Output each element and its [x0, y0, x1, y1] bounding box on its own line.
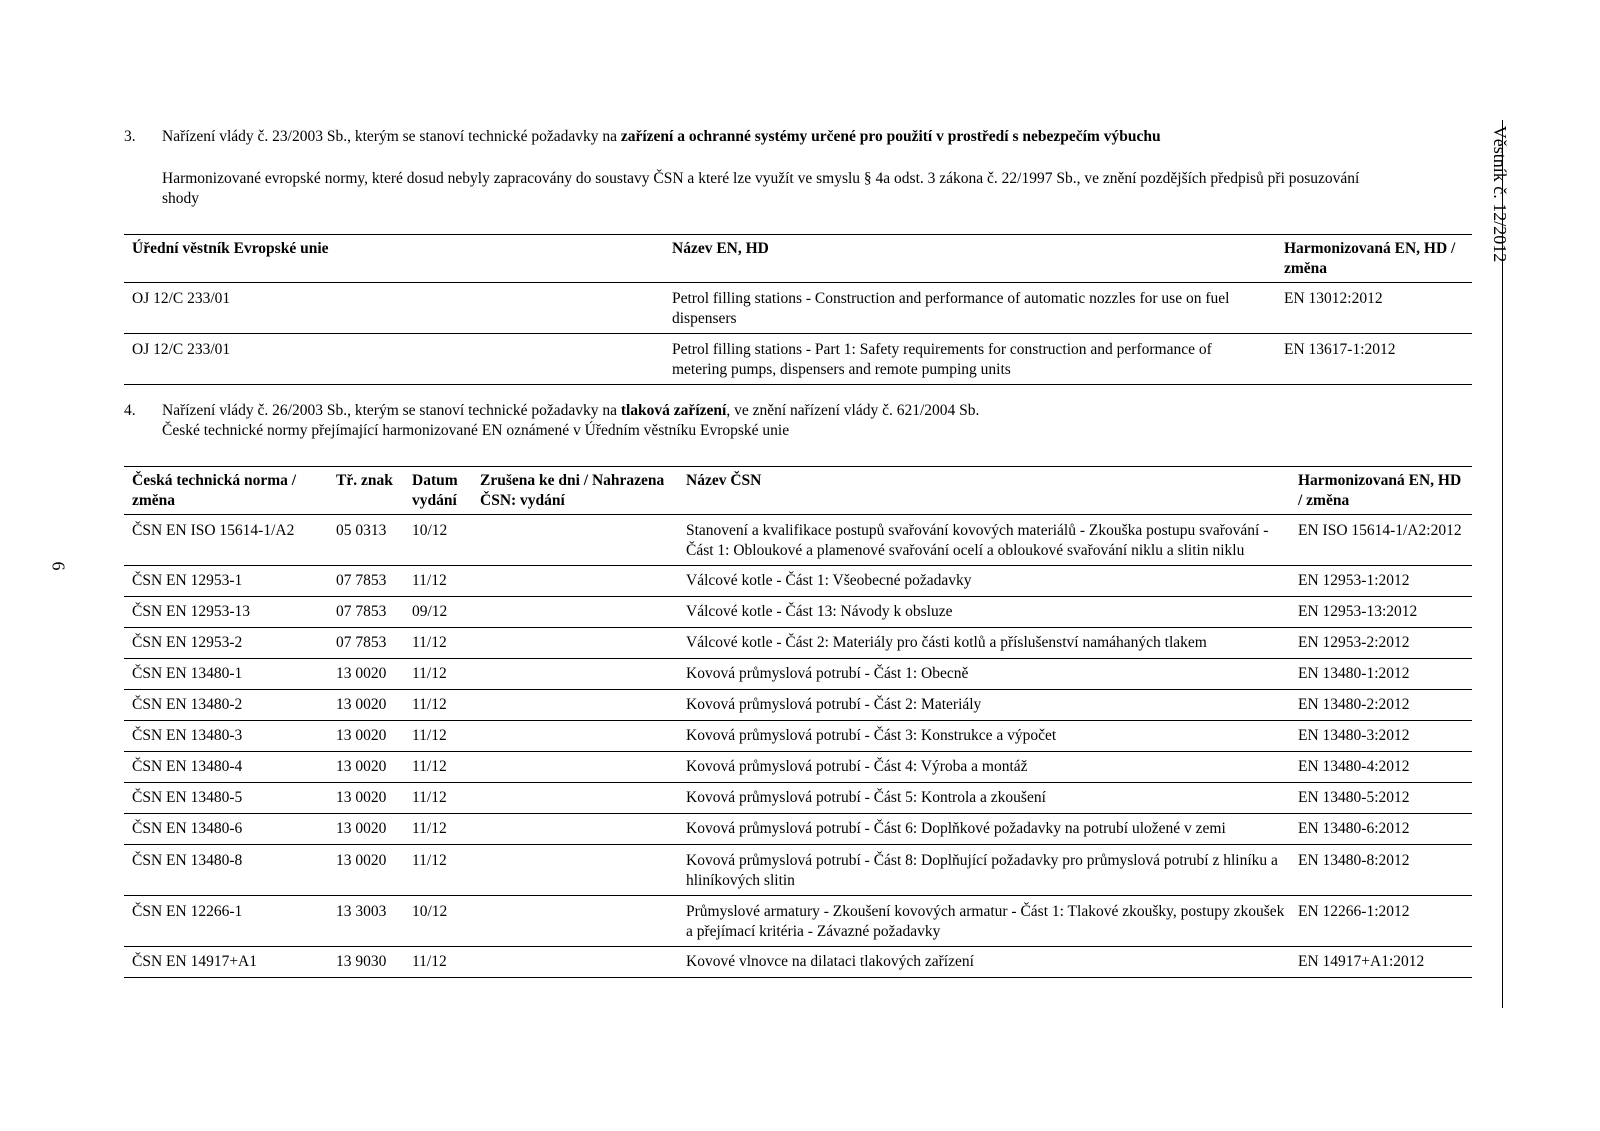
cell-standard: ČSN EN 12953-2 — [132, 634, 243, 651]
cell-title: Kovová průmyslová potrubí - Část 8: Doplňující požadavky pro průmyslová potrubí z hliníku a hliníkových slitin — [686, 852, 1278, 889]
cell-harmonized: EN 13617-1:2012 — [1284, 341, 1396, 358]
section-3-text-prefix: Nařízení vlády č. 23/2003 Sb., kterým se stanoví technické požadavky na — [162, 128, 621, 145]
cell-standard: ČSN EN 12953-13 — [132, 603, 250, 620]
cell-harmonized: EN 12953-2:2012 — [1298, 634, 1410, 651]
cell-class: 13 0020 — [336, 758, 387, 775]
section-3-subtitle: Harmonizované evropské normy, které dosud nebyly zapracovány do soustavy ČSN a které lze využít ve smyslu § 4a odst. 3 zákona č. 22/1997 Sb., ve znění pozdějších předpisů při posuzování shody — [162, 170, 1360, 207]
cell-harmonized: EN 13480-2:2012 — [1298, 696, 1410, 713]
table-row — [124, 283, 1472, 334]
cell-standard: ČSN EN 12266-1 — [132, 903, 243, 920]
section-4-text-bold: tlaková zařízení — [620, 402, 727, 419]
cell-standard: ČSN EN ISO 15614-1/A2 — [132, 522, 295, 539]
cell-cancelled — [472, 566, 678, 597]
column-header-harmonized: Harmonizovaná EN, HD / změna — [1284, 240, 1456, 277]
cell-harmonized: EN 13480-3:2012 — [1298, 727, 1410, 744]
cell-cancelled — [472, 628, 678, 659]
column-header-title: Název ČSN — [686, 472, 762, 489]
cell-date: 11/12 — [412, 727, 447, 744]
cell-cancelled — [472, 783, 678, 814]
cell-standard: ČSN EN 13480-1 — [132, 665, 243, 682]
column-header-class: Tř. znak — [336, 472, 393, 489]
section-4-text — [162, 401, 1454, 421]
cell-title: Stanovení a kvalifikace postupů svařování kovových materiálů - Zkouška postupu svařování - Část 1: Obloukové a plamenové svařování ocelí a obloukové svařování niklu a slitin niklu — [686, 522, 1269, 559]
table-row — [124, 752, 1472, 783]
cell-date: 11/12 — [412, 696, 447, 713]
column-header-standard: Česká technická norma / změna — [132, 472, 297, 509]
cell-harmonized: EN 12953-1:2012 — [1298, 572, 1410, 589]
cell-harmonized: EN 14917+A1:2012 — [1298, 953, 1425, 970]
cell-harmonized: EN 13480-5:2012 — [1298, 789, 1410, 806]
table-row — [124, 628, 1472, 659]
section-3-heading — [124, 127, 1454, 147]
cell-class: 07 7853 — [336, 572, 387, 589]
section-4-text-suffix: , ve znění nařízení vlády č. 621/2004 Sb. — [726, 402, 980, 419]
cell-date: 11/12 — [412, 572, 447, 589]
cell-date: 11/12 — [412, 758, 447, 775]
cell-class: 07 7853 — [336, 603, 387, 620]
cell-class: 13 0020 — [336, 696, 387, 713]
table-row — [124, 845, 1472, 896]
cell-class: 13 9030 — [336, 953, 387, 970]
table-row — [124, 947, 1472, 978]
cell-title: Válcové kotle - Část 13: Návody k obsluze — [686, 603, 953, 620]
cell-harmonized: EN ISO 15614-1/A2:2012 — [1298, 522, 1462, 539]
table-row — [124, 690, 1472, 721]
cell-date: 11/12 — [412, 665, 447, 682]
table-row — [124, 896, 1472, 947]
cell-harmonized: EN 13480-8:2012 — [1298, 852, 1410, 869]
side-journal-header: Věstník č. 12/2012 — [1490, 125, 1510, 263]
section-4-heading — [124, 401, 1454, 441]
column-header-journal: Úřední věstník Evropské unie — [132, 240, 329, 257]
section-4-subtitle: České technické normy přejímající harmonizované EN oznámené v Úředním věstníku Evropské unie — [162, 422, 790, 439]
cell-date: 11/12 — [412, 820, 447, 837]
cell-cancelled — [472, 896, 678, 947]
cell-harmonized: EN 13012:2012 — [1284, 290, 1383, 307]
table-header-row — [124, 235, 1472, 283]
section-number: 4. — [124, 402, 136, 419]
section-3-text-bold: zařízení a ochranné systémy určené pro použití v prostředí s nebezpečím výbuchu — [620, 128, 1161, 145]
cell-harmonized: EN 12953-13:2012 — [1298, 603, 1418, 620]
cell-journal: OJ 12/C 233/01 — [132, 290, 231, 307]
cell-standard: ČSN EN 13480-3 — [132, 727, 243, 744]
table-row — [124, 597, 1472, 628]
cell-class: 13 0020 — [336, 789, 387, 806]
cell-title: Kovová průmyslová potrubí - Část 5: Kontrola a zkoušení — [686, 789, 1046, 806]
cell-title: Průmyslové armatury - Zkoušení kovových armatur - Část 1: Tlakové zkoušky, postupy zkoušek a přejímací kritéria - Závazné požadavky — [686, 903, 1285, 940]
cell-standard: ČSN EN 12953-1 — [132, 572, 243, 589]
cell-cancelled — [472, 659, 678, 690]
cell-cancelled — [472, 690, 678, 721]
cell-standard: ČSN EN 13480-4 — [132, 758, 243, 775]
cell-date: 11/12 — [412, 634, 447, 651]
cell-harmonized: EN 13480-4:2012 — [1298, 758, 1410, 775]
cell-title: Kovová průmyslová potrubí - Část 3: Konstrukce a výpočet — [686, 727, 1057, 744]
cell-class: 13 0020 — [336, 727, 387, 744]
cell-date: 11/12 — [412, 789, 447, 806]
cell-harmonized: EN 13480-1:2012 — [1298, 665, 1410, 682]
cell-title: Kovové vlnovce na dilataci tlakových zařízení — [686, 953, 974, 970]
cell-date: 10/12 — [412, 903, 448, 920]
cell-title: Válcové kotle - Část 1: Všeobecné požadavky — [686, 572, 972, 589]
cell-date: 11/12 — [412, 953, 447, 970]
cell-title: Kovová průmyslová potrubí - Část 6: Doplňkové požadavky na potrubí uložené v zemi — [686, 820, 1226, 837]
czech-standards-table — [124, 466, 1472, 978]
table-header-row — [124, 467, 1472, 515]
cell-title: Petrol filling stations - Construction and performance of automatic nozzles for use on fuel dispensers — [672, 290, 1230, 327]
section-3-text — [162, 127, 1454, 147]
cell-cancelled — [472, 814, 678, 845]
cell-standard: ČSN EN 13480-6 — [132, 820, 243, 837]
section-number: 3. — [124, 128, 136, 145]
cell-harmonized: EN 12266-1:2012 — [1298, 903, 1410, 920]
cell-standard: ČSN EN 14917+A1 — [132, 953, 257, 970]
table-row — [124, 783, 1472, 814]
cell-cancelled — [472, 721, 678, 752]
cell-standard: ČSN EN 13480-5 — [132, 789, 243, 806]
cell-cancelled — [472, 752, 678, 783]
cell-date: 11/12 — [412, 852, 447, 869]
cell-cancelled — [472, 515, 678, 566]
cell-cancelled — [472, 597, 678, 628]
cell-class: 13 0020 — [336, 852, 387, 869]
cell-class: 13 0020 — [336, 820, 387, 837]
cell-harmonized: EN 13480-6:2012 — [1298, 820, 1410, 837]
cell-class: 13 0020 — [336, 665, 387, 682]
cell-standard: ČSN EN 13480-2 — [132, 696, 243, 713]
cell-standard: ČSN EN 13480-8 — [132, 852, 243, 869]
table-row — [124, 659, 1472, 690]
cell-title: Kovová průmyslová potrubí - Část 4: Výroba a montáž — [686, 758, 1028, 775]
cell-class: 13 3003 — [336, 903, 387, 920]
cell-title: Kovová průmyslová potrubí - Část 2: Materiály — [686, 696, 982, 713]
cell-class: 05 0313 — [336, 522, 387, 539]
cell-title: Petrol filling stations - Part 1: Safety requirements for construction and performance of metering pumps, dispensers and remote pumping units — [672, 341, 1212, 378]
column-header-cancelled: Zrušena ke dni / Nahrazena ČSN: vydání — [480, 472, 665, 509]
cell-title: Kovová průmyslová potrubí - Část 1: Obecně — [686, 665, 969, 682]
cell-journal: OJ 12/C 233/01 — [132, 341, 231, 358]
cell-cancelled — [472, 947, 678, 978]
cell-date: 09/12 — [412, 603, 448, 620]
harmonized-standards-table — [124, 234, 1472, 385]
table-row — [124, 566, 1472, 597]
table-row — [124, 814, 1472, 845]
table-row — [124, 515, 1472, 566]
cell-date: 10/12 — [412, 522, 448, 539]
section-4-text-prefix: Nařízení vlády č. 26/2003 Sb., kterým se stanoví technické požadavky na — [162, 402, 621, 419]
page-number: 6 — [48, 561, 69, 571]
column-header-harmonized: Harmonizovaná EN, HD / změna — [1298, 472, 1462, 509]
column-header-date: Datum vydání — [412, 472, 458, 509]
table-row — [124, 721, 1472, 752]
cell-cancelled — [472, 845, 678, 896]
cell-title: Válcové kotle - Část 2: Materiály pro části kotlů a příslušenství namáhaných tlakem — [686, 634, 1207, 651]
cell-class: 07 7853 — [336, 634, 387, 651]
column-header-title: Název EN, HD — [672, 240, 769, 257]
table-row — [124, 334, 1472, 385]
